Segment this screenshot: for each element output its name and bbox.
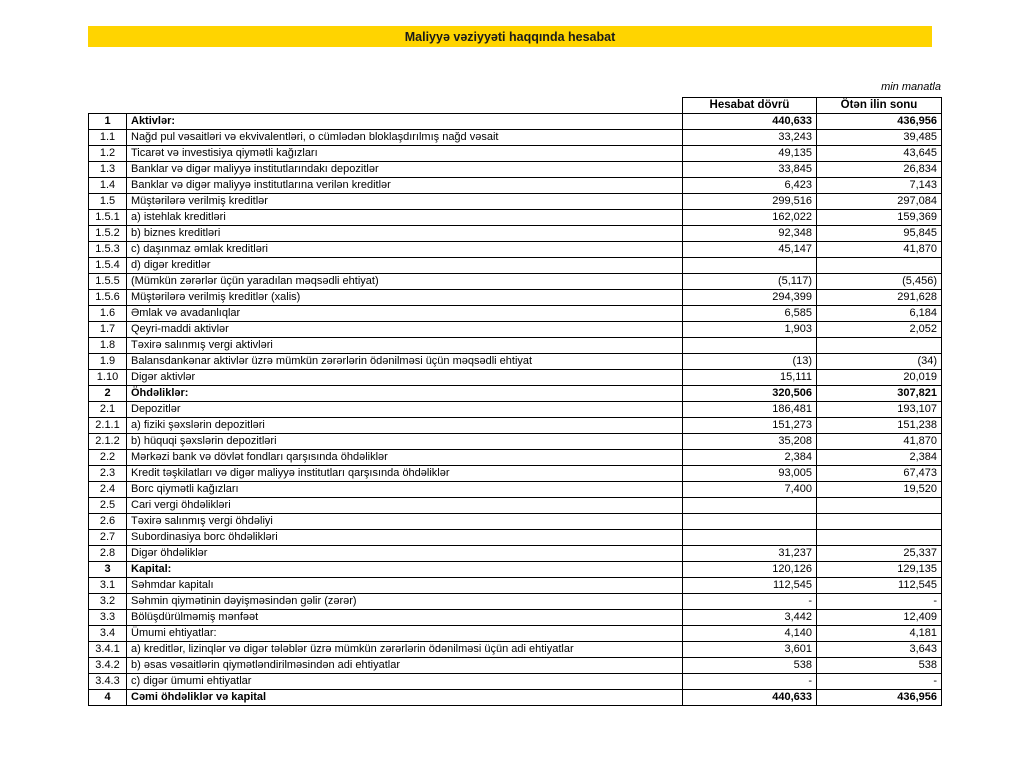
row-label: Kredit təşkilatları və digər maliyyə institutları qarşısında öhdəliklər <box>127 466 683 482</box>
row-value-previous: 39,485 <box>817 130 942 146</box>
table-row <box>89 258 942 274</box>
table-row <box>89 530 942 546</box>
row-value-current: 15,111 <box>683 370 817 386</box>
row-value-current: (5,117) <box>683 274 817 290</box>
table-row <box>89 354 942 370</box>
row-value-current: 538 <box>683 658 817 674</box>
row-value-current: 6,423 <box>683 178 817 194</box>
table-row <box>89 594 942 610</box>
table-row <box>89 578 942 594</box>
table-row <box>89 290 942 306</box>
row-label: Təxirə salınmış vergi aktivləri <box>127 338 683 354</box>
row-value-previous: (5,456) <box>817 274 942 290</box>
row-label: a) istehlak kreditləri <box>127 210 683 226</box>
table-row <box>89 546 942 562</box>
row-label: Aktivlər: <box>127 114 683 130</box>
row-number: 1.5.1 <box>89 210 127 226</box>
row-value-previous: 112,545 <box>817 578 942 594</box>
table-row <box>89 674 942 690</box>
row-value-previous: 26,834 <box>817 162 942 178</box>
row-value-previous: 291,628 <box>817 290 942 306</box>
row-number: 3.1 <box>89 578 127 594</box>
row-value-current: 3,601 <box>683 642 817 658</box>
row-label: Təxirə salınmış vergi öhdəliyi <box>127 514 683 530</box>
row-number: 2.4 <box>89 482 127 498</box>
row-value-current: 299,516 <box>683 194 817 210</box>
row-value-current: 112,545 <box>683 578 817 594</box>
report-title: Maliyyə vəziyyəti haqqında hesabat <box>404 29 616 44</box>
table-row <box>89 130 942 146</box>
row-value-previous: 129,135 <box>817 562 942 578</box>
row-number: 3.2 <box>89 594 127 610</box>
row-label: Nağd pul vəsaitləri və ekvivalentləri, o cümlədən bloklaşdırılmış nağd vəsait <box>127 130 683 146</box>
row-number: 1.5.5 <box>89 274 127 290</box>
row-label: Digər aktivlər <box>127 370 683 386</box>
row-value-current <box>683 258 817 274</box>
table-row <box>89 610 942 626</box>
row-value-current: 440,633 <box>683 114 817 130</box>
row-label: Banklar və digər maliyyə institutlarına verilən kreditlər <box>127 178 683 194</box>
table-row <box>89 514 942 530</box>
table-row <box>89 498 942 514</box>
header-previous-year-end: Ötən ilin sonu <box>817 98 942 114</box>
row-value-current: 186,481 <box>683 402 817 418</box>
row-number: 2 <box>89 386 127 402</box>
header-row <box>89 98 942 114</box>
row-value-previous <box>817 258 942 274</box>
row-value-current: 120,126 <box>683 562 817 578</box>
row-value-previous: 41,870 <box>817 242 942 258</box>
row-value-previous: 159,369 <box>817 210 942 226</box>
row-label: Subordinasiya borc öhdəlikləri <box>127 530 683 546</box>
row-number: 1 <box>89 114 127 130</box>
table-row <box>89 434 942 450</box>
report-title-bar <box>88 26 932 47</box>
row-value-current: 151,273 <box>683 418 817 434</box>
row-label: Bölüşdürülməmiş mənfəət <box>127 610 683 626</box>
row-label: a) fiziki şəxslərin depozitləri <box>127 418 683 434</box>
table-row <box>89 402 942 418</box>
row-value-previous: 7,143 <box>817 178 942 194</box>
header-empty-label <box>127 98 683 114</box>
row-label: Ümumi ehtiyatlar: <box>127 626 683 642</box>
row-value-current: 33,243 <box>683 130 817 146</box>
row-label: Mərkəzi bank və dövlət fondları qarşısında öhdəliklər <box>127 450 683 466</box>
row-value-current: 4,140 <box>683 626 817 642</box>
row-value-previous: 20,019 <box>817 370 942 386</box>
row-value-previous: 538 <box>817 658 942 674</box>
row-label: a) kreditlər, lizinqlər və digər tələblər üzrə mümkün zərərlərin ödənilməsi üçün adi ehtiyatlar <box>127 642 683 658</box>
row-value-previous <box>817 530 942 546</box>
row-label: Depozitlər <box>127 402 683 418</box>
row-value-previous: 193,107 <box>817 402 942 418</box>
row-label: b) hüquqi şəxslərin depozitləri <box>127 434 683 450</box>
row-value-previous: 307,821 <box>817 386 942 402</box>
row-label: Cari vergi öhdəlikləri <box>127 498 683 514</box>
row-number: 1.1 <box>89 130 127 146</box>
table-row <box>89 386 942 402</box>
header-current-period: Hesabat dövrü <box>683 98 817 114</box>
row-value-previous <box>817 498 942 514</box>
row-label: Balansdankənar aktivlər üzrə mümkün zərərlərin ödənilməsi üçün məqsədli ehtiyat <box>127 354 683 370</box>
row-value-current <box>683 338 817 354</box>
row-number: 2.1.2 <box>89 434 127 450</box>
row-number: 2.2 <box>89 450 127 466</box>
row-value-current: 49,135 <box>683 146 817 162</box>
row-value-previous <box>817 338 942 354</box>
row-label: Səhmin qiymətinin dəyişməsindən gəlir (zərər) <box>127 594 683 610</box>
row-number: 4 <box>89 690 127 706</box>
row-value-current: 162,022 <box>683 210 817 226</box>
row-number: 1.4 <box>89 178 127 194</box>
table-row <box>89 178 942 194</box>
table-row <box>89 642 942 658</box>
row-value-current <box>683 514 817 530</box>
units-note: min manatla <box>881 81 941 93</box>
row-label: c) daşınmaz əmlak kreditləri <box>127 242 683 258</box>
row-label: c) digər ümumi ehtiyatlar <box>127 674 683 690</box>
table-row <box>89 146 942 162</box>
row-number: 2.7 <box>89 530 127 546</box>
row-value-current: 35,208 <box>683 434 817 450</box>
row-number: 1.2 <box>89 146 127 162</box>
row-label: b) əsas vəsaitlərin qiymətləndirilməsindən adi ehtiyatlar <box>127 658 683 674</box>
row-value-current: 93,005 <box>683 466 817 482</box>
header-empty-num <box>89 98 127 114</box>
row-value-current: 31,237 <box>683 546 817 562</box>
row-number: 3.4 <box>89 626 127 642</box>
row-value-current: - <box>683 674 817 690</box>
table-row <box>89 242 942 258</box>
table-row <box>89 162 942 178</box>
row-value-previous: (34) <box>817 354 942 370</box>
row-label: Səhmdar kapitalı <box>127 578 683 594</box>
report-table-body <box>89 114 942 706</box>
row-number: 2.1.1 <box>89 418 127 434</box>
row-value-current: (13) <box>683 354 817 370</box>
row-number: 1.7 <box>89 322 127 338</box>
row-value-previous <box>817 514 942 530</box>
table-row <box>89 418 942 434</box>
row-value-previous: - <box>817 674 942 690</box>
table-row <box>89 658 942 674</box>
row-value-previous: 43,645 <box>817 146 942 162</box>
row-label: Borc qiymətli kağızları <box>127 482 683 498</box>
row-number: 1.5 <box>89 194 127 210</box>
row-number: 1.9 <box>89 354 127 370</box>
row-label: Öhdəliklər: <box>127 386 683 402</box>
row-number: 3 <box>89 562 127 578</box>
row-value-current: 6,585 <box>683 306 817 322</box>
row-number: 2.8 <box>89 546 127 562</box>
row-value-previous: 297,084 <box>817 194 942 210</box>
row-number: 2.3 <box>89 466 127 482</box>
row-value-previous: 6,184 <box>817 306 942 322</box>
table-row <box>89 370 942 386</box>
row-number: 3.4.3 <box>89 674 127 690</box>
row-value-current: 320,506 <box>683 386 817 402</box>
row-number: 2.1 <box>89 402 127 418</box>
row-label: Cəmi öhdəliklər və kapital <box>127 690 683 706</box>
row-value-current <box>683 498 817 514</box>
row-label: Müştərilərə verilmiş kreditlər (xalis) <box>127 290 683 306</box>
table-row <box>89 482 942 498</box>
row-label: Müştərilərə verilmiş kreditlər <box>127 194 683 210</box>
row-label: Əmlak və avadanlıqlar <box>127 306 683 322</box>
row-value-previous: 436,956 <box>817 114 942 130</box>
row-number: 2.5 <box>89 498 127 514</box>
row-value-previous: 436,956 <box>817 690 942 706</box>
row-number: 3.4.1 <box>89 642 127 658</box>
row-value-current: 33,845 <box>683 162 817 178</box>
row-value-current: 294,399 <box>683 290 817 306</box>
table-row <box>89 690 942 706</box>
table-row <box>89 194 942 210</box>
row-value-previous: 25,337 <box>817 546 942 562</box>
row-value-current <box>683 530 817 546</box>
row-value-current: 1,903 <box>683 322 817 338</box>
row-value-previous: 12,409 <box>817 610 942 626</box>
row-value-current: - <box>683 594 817 610</box>
row-value-current: 440,633 <box>683 690 817 706</box>
table-row <box>89 306 942 322</box>
row-value-previous: 19,520 <box>817 482 942 498</box>
table-row <box>89 466 942 482</box>
row-number: 1.6 <box>89 306 127 322</box>
table-row <box>89 114 942 130</box>
table-row <box>89 322 942 338</box>
row-number: 2.6 <box>89 514 127 530</box>
row-number: 3.4.2 <box>89 658 127 674</box>
row-value-current: 2,384 <box>683 450 817 466</box>
row-value-previous: 4,181 <box>817 626 942 642</box>
row-label: d) digər kreditlər <box>127 258 683 274</box>
row-value-previous: - <box>817 594 942 610</box>
row-label: Banklar və digər maliyyə institutlarındakı depozitlər <box>127 162 683 178</box>
row-value-current: 3,442 <box>683 610 817 626</box>
row-value-previous: 151,238 <box>817 418 942 434</box>
row-number: 1.8 <box>89 338 127 354</box>
row-value-current: 92,348 <box>683 226 817 242</box>
row-value-previous: 95,845 <box>817 226 942 242</box>
table-row <box>89 274 942 290</box>
table-header <box>89 98 942 114</box>
row-number: 3.3 <box>89 610 127 626</box>
row-number: 1.5.2 <box>89 226 127 242</box>
row-number: 1.10 <box>89 370 127 386</box>
row-value-previous: 3,643 <box>817 642 942 658</box>
row-label: Qeyri-maddi aktivlər <box>127 322 683 338</box>
row-number: 1.5.3 <box>89 242 127 258</box>
row-label: b) biznes kreditləri <box>127 226 683 242</box>
table-row <box>89 626 942 642</box>
table-row <box>89 338 942 354</box>
table-row <box>89 210 942 226</box>
row-value-previous: 67,473 <box>817 466 942 482</box>
row-value-previous: 2,052 <box>817 322 942 338</box>
table-row <box>89 226 942 242</box>
row-value-previous: 2,384 <box>817 450 942 466</box>
row-label: Kapital: <box>127 562 683 578</box>
row-value-current: 45,147 <box>683 242 817 258</box>
row-value-current: 7,400 <box>683 482 817 498</box>
row-number: 1.5.4 <box>89 258 127 274</box>
financial-report-table <box>88 97 942 706</box>
row-value-previous: 41,870 <box>817 434 942 450</box>
row-label: (Mümkün zərərlər üçün yaradılan məqsədli ehtiyat) <box>127 274 683 290</box>
row-label: Ticarət və investisiya qiymətli kağızları <box>127 146 683 162</box>
row-number: 1.5.6 <box>89 290 127 306</box>
table-row <box>89 562 942 578</box>
row-label: Digər öhdəliklər <box>127 546 683 562</box>
row-number: 1.3 <box>89 162 127 178</box>
table-row <box>89 450 942 466</box>
